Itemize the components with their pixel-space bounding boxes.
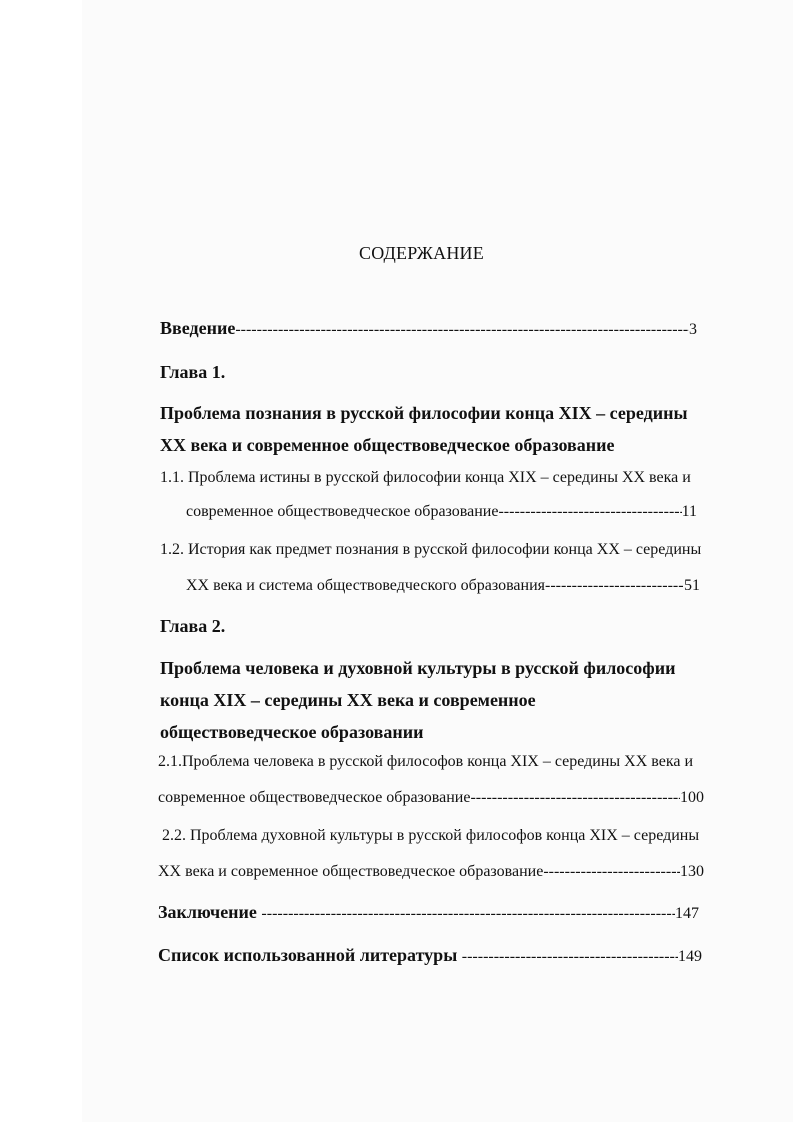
chapter-heading-2: Глава 2. — [160, 616, 226, 636]
toc-entry-2-1-line1: 2.1.Проблема человека в русской философов конца XIX – середины XX века и — [158, 753, 694, 770]
toc-entry-2-2 — [158, 862, 704, 882]
chapter-heading-1: Глава 1. — [160, 362, 226, 382]
toc-entry-page: 149 — [678, 948, 702, 965]
toc-entry-page: 100 — [680, 789, 704, 806]
dot-leader — [470, 788, 680, 808]
toc-entry-2-2-line1: 2.2. Проблема духовной культуры в русской философов конца XIX – середины — [162, 827, 700, 844]
chapter-title-1-line1: Проблема познания в русской философии конца XIX – середины — [160, 403, 688, 423]
toc-entry-intro — [160, 318, 697, 340]
toc-entry-label: XX века и система обществоведческого образования — [186, 577, 546, 594]
toc-entry-conclusion — [158, 902, 699, 924]
chapter-title-1-line2: XX века и современное обществоведческое образование — [160, 435, 615, 455]
dot-leader — [543, 862, 680, 882]
chapter-title-2-line3: обществоведческое образовании — [160, 722, 424, 742]
toc-entry-bibliography — [158, 945, 702, 967]
toc-entry-label: Введение — [160, 318, 236, 338]
toc-entry-1-2-line1: 1.2. История как предмет познания в русской философии конца XX – середины — [160, 541, 702, 558]
chapter-title-2-line1: Проблема человека и духовной культуры в русской философии — [160, 658, 676, 678]
toc-entry-page: 3 — [689, 321, 697, 338]
dot-leader — [261, 904, 675, 924]
toc-entry-label: современное обществоведческое образование — [158, 789, 471, 806]
toc-entry-2-1 — [158, 788, 704, 808]
toc-entry-label: Список использованной литературы — [158, 945, 462, 965]
dot-leader — [235, 320, 689, 340]
toc-entry-page: 51 — [684, 577, 700, 594]
toc-entry-label: XX века и современное обществоведческое образование — [158, 863, 544, 880]
dot-leader — [462, 947, 678, 967]
toc-entry-page: 11 — [681, 503, 697, 520]
dot-leader — [498, 502, 681, 522]
toc-entry-label: Заключение — [158, 902, 262, 922]
toc-entry-1-1 — [186, 502, 697, 522]
dot-leader — [545, 576, 684, 596]
toc-entry-label: современное обществоведческое образование — [186, 503, 499, 520]
toc-entry-1-1-line1: 1.1. Проблема истины в русской философии конца XIX – середины XX века и — [160, 469, 691, 486]
page-title: СОДЕРЖАНИЕ — [359, 243, 484, 263]
chapter-title-2-line2: конца XIX – середины XX века и современное — [160, 690, 536, 710]
toc-entry-page: 130 — [680, 863, 704, 880]
toc-entry-1-2 — [186, 576, 700, 596]
toc-entry-page: 147 — [675, 905, 699, 922]
